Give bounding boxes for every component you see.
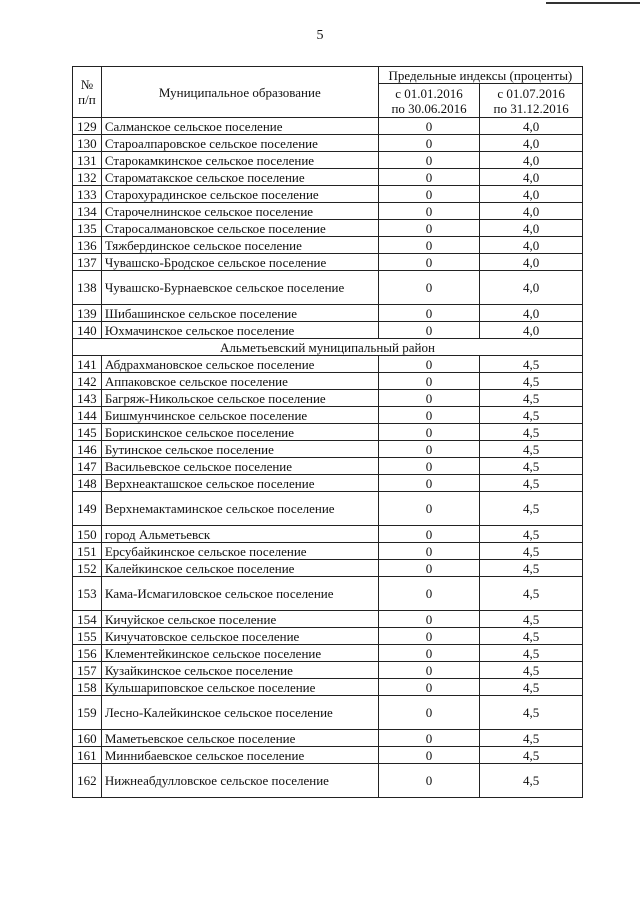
row-number: 144 bbox=[73, 407, 102, 424]
row-index-period-1: 0 bbox=[378, 628, 480, 645]
header-period-1-line2: по 30.06.2016 bbox=[391, 100, 467, 116]
row-municipality: Верхнеакташское сельское поселение bbox=[101, 475, 378, 492]
table-row bbox=[73, 118, 583, 135]
row-number: 148 bbox=[73, 475, 102, 492]
header-period-2-line2: по 31.12.2016 bbox=[493, 100, 569, 116]
row-number: 142 bbox=[73, 373, 102, 390]
row-number: 132 bbox=[73, 169, 102, 186]
table-row bbox=[73, 492, 583, 526]
table-row bbox=[73, 135, 583, 152]
row-number: 145 bbox=[73, 424, 102, 441]
table-row bbox=[73, 373, 583, 390]
row-municipality: Старочелнинское сельское поселение bbox=[101, 203, 378, 220]
row-index-period-1: 0 bbox=[378, 747, 480, 764]
row-index-period-1: 0 bbox=[378, 118, 480, 135]
row-index-period-2: 4,5 bbox=[480, 390, 583, 407]
row-municipality: Старокамкинское сельское поселение bbox=[101, 152, 378, 169]
row-municipality: Старосалмановское сельское поселение bbox=[101, 220, 378, 237]
table-row bbox=[73, 679, 583, 696]
row-index-period-1: 0 bbox=[378, 322, 480, 339]
row-number: 152 bbox=[73, 560, 102, 577]
section-row bbox=[73, 339, 583, 356]
row-index-period-2: 4,0 bbox=[480, 271, 583, 305]
row-index-period-2: 4,0 bbox=[480, 254, 583, 271]
row-number: 154 bbox=[73, 611, 102, 628]
header-period-1 bbox=[378, 84, 480, 118]
row-index-period-2: 4,5 bbox=[480, 373, 583, 390]
row-index-period-1: 0 bbox=[378, 458, 480, 475]
row-index-period-2: 4,5 bbox=[480, 645, 583, 662]
row-municipality: Юхмачинское сельское поселение bbox=[101, 322, 378, 339]
row-index-period-2: 4,5 bbox=[480, 764, 583, 798]
row-number: 149 bbox=[73, 492, 102, 526]
table-row bbox=[73, 220, 583, 237]
row-municipality: Старохурадинское сельское поселение bbox=[101, 186, 378, 203]
row-index-period-2: 4,5 bbox=[480, 628, 583, 645]
row-index-period-2: 4,5 bbox=[480, 611, 583, 628]
row-index-period-2: 4,5 bbox=[480, 492, 583, 526]
row-index-period-1: 0 bbox=[378, 441, 480, 458]
row-municipality: Бишмунчинское сельское поселение bbox=[101, 407, 378, 424]
row-index-period-1: 0 bbox=[378, 373, 480, 390]
row-index-period-2: 4,0 bbox=[480, 118, 583, 135]
row-index-period-1: 0 bbox=[378, 254, 480, 271]
table-row bbox=[73, 407, 583, 424]
table-row bbox=[73, 764, 583, 798]
row-index-period-1: 0 bbox=[378, 407, 480, 424]
table-row bbox=[73, 305, 583, 322]
row-number: 137 bbox=[73, 254, 102, 271]
row-index-period-2: 4,5 bbox=[480, 696, 583, 730]
row-municipality: Калейкинское сельское поселение bbox=[101, 560, 378, 577]
table-row bbox=[73, 203, 583, 220]
row-municipality: Кузайкинское сельское поселение bbox=[101, 662, 378, 679]
table-row bbox=[73, 730, 583, 747]
row-number: 140 bbox=[73, 322, 102, 339]
row-number: 136 bbox=[73, 237, 102, 254]
page-number: 5 bbox=[316, 28, 324, 43]
row-municipality: Нижнеабдулловское сельское поселение bbox=[101, 764, 378, 798]
row-index-period-2: 4,0 bbox=[480, 305, 583, 322]
row-index-period-2: 4,5 bbox=[480, 560, 583, 577]
table-row bbox=[73, 560, 583, 577]
row-index-period-1: 0 bbox=[378, 526, 480, 543]
header-period-1-line1: с 01.01.2016 bbox=[395, 85, 463, 101]
table-row bbox=[73, 424, 583, 441]
table-body bbox=[73, 118, 583, 798]
table-row bbox=[73, 747, 583, 764]
table-row bbox=[73, 458, 583, 475]
section-title: Альметьевский муниципальный район bbox=[73, 339, 583, 356]
table-row bbox=[73, 169, 583, 186]
row-index-period-2: 4,5 bbox=[480, 526, 583, 543]
row-index-period-2: 4,5 bbox=[480, 458, 583, 475]
row-number: 157 bbox=[73, 662, 102, 679]
row-municipality: Салманское сельское поселение bbox=[101, 118, 378, 135]
table-row bbox=[73, 271, 583, 305]
row-municipality: Чувашско-Бурнаевское сельское поселение bbox=[101, 271, 378, 305]
row-index-period-1: 0 bbox=[378, 611, 480, 628]
row-number: 147 bbox=[73, 458, 102, 475]
row-index-period-2: 4,0 bbox=[480, 169, 583, 186]
row-index-period-1: 0 bbox=[378, 679, 480, 696]
row-index-period-1: 0 bbox=[378, 764, 480, 798]
header-number-line1: № bbox=[80, 77, 94, 92]
row-index-period-1: 0 bbox=[378, 543, 480, 560]
row-number: 135 bbox=[73, 220, 102, 237]
table-header bbox=[73, 67, 583, 118]
row-index-period-1: 0 bbox=[378, 237, 480, 254]
row-index-period-2: 4,5 bbox=[480, 424, 583, 441]
row-index-period-2: 4,5 bbox=[480, 662, 583, 679]
row-municipality: Ерсубайкинское сельское поселение bbox=[101, 543, 378, 560]
row-number: 160 bbox=[73, 730, 102, 747]
row-index-period-2: 4,0 bbox=[480, 152, 583, 169]
row-index-period-1: 0 bbox=[378, 492, 480, 526]
row-number: 129 bbox=[73, 118, 102, 135]
table-row bbox=[73, 322, 583, 339]
header-period-2-line1: с 01.07.2016 bbox=[497, 85, 565, 101]
row-municipality: Абдрахмановское сельское поселение bbox=[101, 356, 378, 373]
row-index-period-1: 0 bbox=[378, 475, 480, 492]
header-period-2 bbox=[480, 84, 583, 118]
row-municipality: Верхнемактаминское сельское поселение bbox=[101, 492, 378, 526]
row-number: 131 bbox=[73, 152, 102, 169]
row-municipality: Чувашско-Бродское сельское поселение bbox=[101, 254, 378, 271]
row-index-period-2: 4,5 bbox=[480, 747, 583, 764]
row-municipality: Бутинское сельское поселение bbox=[101, 441, 378, 458]
row-number: 153 bbox=[73, 577, 102, 611]
table-row bbox=[73, 390, 583, 407]
table-row bbox=[73, 356, 583, 373]
row-municipality: Шибашинское сельское поселение bbox=[101, 305, 378, 322]
row-municipality: Лесно-Калейкинское сельское поселение bbox=[101, 696, 378, 730]
row-municipality: Кичучатовское сельское поселение bbox=[101, 628, 378, 645]
row-number: 141 bbox=[73, 356, 102, 373]
row-index-period-1: 0 bbox=[378, 560, 480, 577]
row-municipality: Кульшариповское сельское поселение bbox=[101, 679, 378, 696]
row-index-period-1: 0 bbox=[378, 186, 480, 203]
table-row bbox=[73, 254, 583, 271]
row-index-period-2: 4,0 bbox=[480, 322, 583, 339]
row-index-period-1: 0 bbox=[378, 203, 480, 220]
row-index-period-2: 4,0 bbox=[480, 220, 583, 237]
row-index-period-2: 4,0 bbox=[480, 135, 583, 152]
table-row bbox=[73, 526, 583, 543]
row-index-period-1: 0 bbox=[378, 424, 480, 441]
row-number: 161 bbox=[73, 747, 102, 764]
row-number: 143 bbox=[73, 390, 102, 407]
row-index-period-1: 0 bbox=[378, 220, 480, 237]
row-index-period-2: 4,5 bbox=[480, 356, 583, 373]
row-index-period-1: 0 bbox=[378, 152, 480, 169]
row-index-period-1: 0 bbox=[378, 356, 480, 373]
row-index-period-2: 4,5 bbox=[480, 475, 583, 492]
table-row bbox=[73, 186, 583, 203]
row-number: 151 bbox=[73, 543, 102, 560]
row-municipality: город Альметьевск bbox=[101, 526, 378, 543]
row-number: 146 bbox=[73, 441, 102, 458]
row-index-period-2: 4,0 bbox=[480, 203, 583, 220]
row-index-period-2: 4,5 bbox=[480, 679, 583, 696]
row-number: 138 bbox=[73, 271, 102, 305]
table-row bbox=[73, 696, 583, 730]
header-number bbox=[73, 67, 102, 118]
row-number: 133 bbox=[73, 186, 102, 203]
row-municipality: Маметьевское сельское поселение bbox=[101, 730, 378, 747]
row-number: 130 bbox=[73, 135, 102, 152]
row-number: 150 bbox=[73, 526, 102, 543]
row-number: 162 bbox=[73, 764, 102, 798]
row-index-period-1: 0 bbox=[378, 730, 480, 747]
row-index-period-2: 4,5 bbox=[480, 577, 583, 611]
row-municipality: Староалпаровское сельское поселение bbox=[101, 135, 378, 152]
row-municipality: Багряж-Никольское сельское поселение bbox=[101, 390, 378, 407]
table-row bbox=[73, 577, 583, 611]
table-row bbox=[73, 441, 583, 458]
table-row bbox=[73, 543, 583, 560]
row-index-period-1: 0 bbox=[378, 271, 480, 305]
row-municipality: Кама-Исмагиловское сельское поселение bbox=[101, 577, 378, 611]
table-row bbox=[73, 645, 583, 662]
table-row bbox=[73, 237, 583, 254]
row-index-period-1: 0 bbox=[378, 135, 480, 152]
header-number-line2: п/п bbox=[78, 92, 96, 107]
row-number: 139 bbox=[73, 305, 102, 322]
row-index-period-2: 4,5 bbox=[480, 730, 583, 747]
row-number: 134 bbox=[73, 203, 102, 220]
row-index-period-1: 0 bbox=[378, 169, 480, 186]
row-municipality: Аппаковское сельское поселение bbox=[101, 373, 378, 390]
row-number: 155 bbox=[73, 628, 102, 645]
table-row bbox=[73, 475, 583, 492]
row-index-period-2: 4,0 bbox=[480, 237, 583, 254]
row-number: 158 bbox=[73, 679, 102, 696]
row-index-period-1: 0 bbox=[378, 696, 480, 730]
row-number: 159 bbox=[73, 696, 102, 730]
limit-index-table bbox=[72, 66, 583, 798]
row-municipality: Миннибаевское сельское поселение bbox=[101, 747, 378, 764]
row-index-period-1: 0 bbox=[378, 305, 480, 322]
row-number: 156 bbox=[73, 645, 102, 662]
table-row bbox=[73, 152, 583, 169]
header-limit-indices: Предельные индексы (проценты) bbox=[378, 67, 582, 84]
table-row bbox=[73, 628, 583, 645]
row-municipality: Васильевское сельское поселение bbox=[101, 458, 378, 475]
row-municipality: Тяжбердинское сельское поселение bbox=[101, 237, 378, 254]
row-index-period-1: 0 bbox=[378, 390, 480, 407]
row-index-period-2: 4,5 bbox=[480, 543, 583, 560]
row-index-period-2: 4,5 bbox=[480, 441, 583, 458]
row-municipality: Клементейкинское сельское поселение bbox=[101, 645, 378, 662]
row-index-period-2: 4,0 bbox=[480, 186, 583, 203]
row-municipality: Староматакское сельское поселение bbox=[101, 169, 378, 186]
table-row bbox=[73, 611, 583, 628]
row-index-period-2: 4,5 bbox=[480, 407, 583, 424]
table-row bbox=[73, 662, 583, 679]
row-index-period-1: 0 bbox=[378, 662, 480, 679]
row-index-period-1: 0 bbox=[378, 645, 480, 662]
corner-rule bbox=[546, 2, 640, 4]
header-municipality: Муниципальное образование bbox=[101, 67, 378, 118]
row-municipality: Кичуйское сельское поселение bbox=[101, 611, 378, 628]
row-index-period-1: 0 bbox=[378, 577, 480, 611]
row-municipality: Борискинское сельское поселение bbox=[101, 424, 378, 441]
